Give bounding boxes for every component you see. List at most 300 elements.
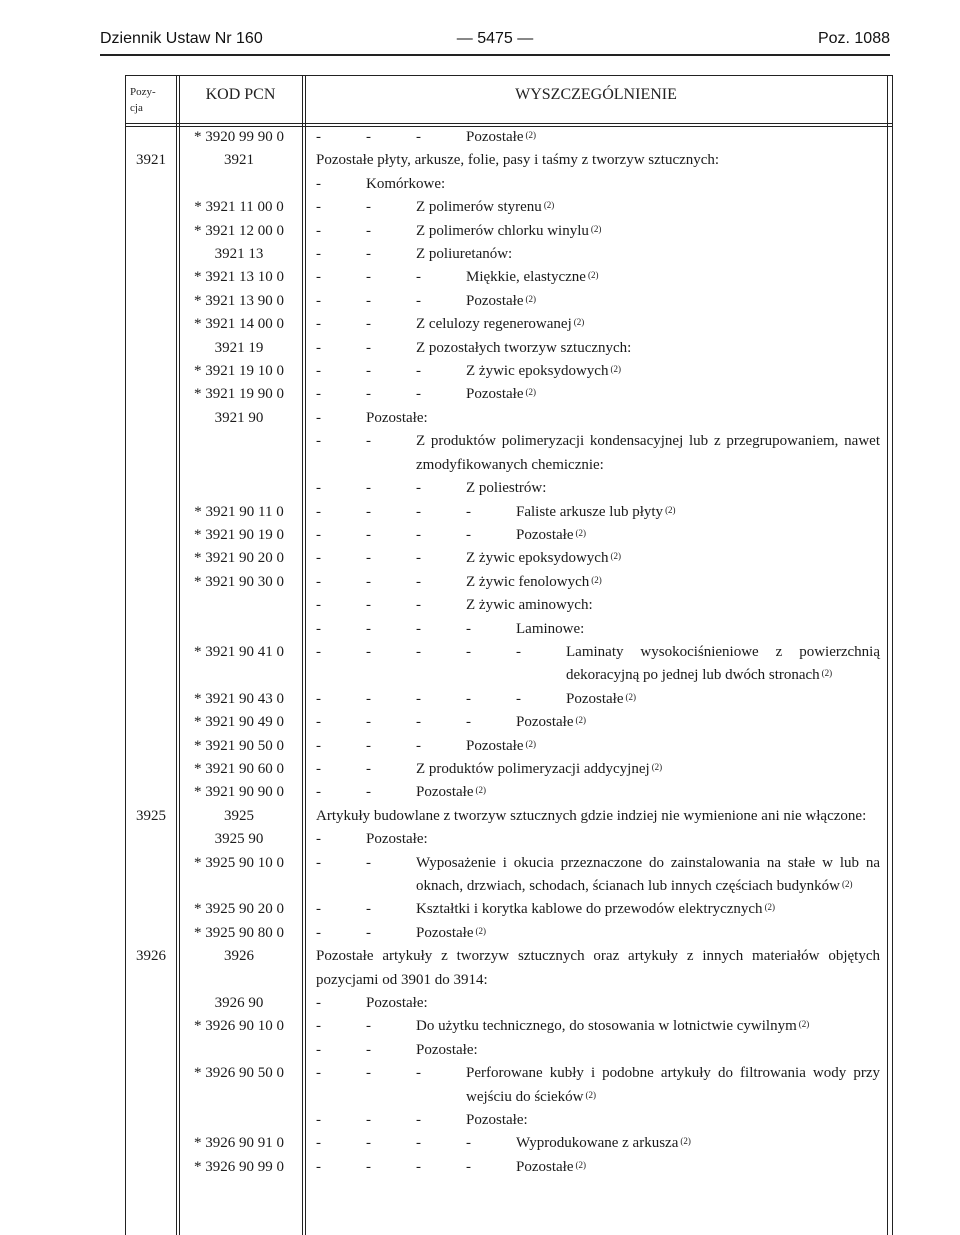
table-row: [126, 992, 892, 1015]
description-text: [466, 547, 880, 570]
dash-mark: -: [366, 433, 371, 450]
description-cell: [302, 243, 892, 266]
dash-mark: -: [366, 129, 371, 145]
dash-mark: -: [316, 854, 321, 871]
dash-mark: -: [416, 737, 421, 754]
description-text: [566, 641, 880, 688]
footnote-ref: (2): [575, 1159, 586, 1170]
description-label: Pozostałe: [516, 714, 574, 731]
description-text: [516, 618, 880, 641]
position-cell: [126, 1109, 176, 1132]
indent-dashes: [316, 1132, 516, 1155]
description-text: [516, 711, 880, 734]
indent-dashes: [316, 501, 516, 524]
position-cell: [126, 922, 176, 945]
code-cell: * 3921 14 00 0: [194, 316, 284, 333]
dash-mark: -: [316, 316, 321, 333]
dash-mark: -: [366, 222, 371, 239]
footnote-ref: (2): [764, 902, 776, 913]
dash-mark: -: [366, 714, 371, 731]
indent-dashes: [316, 571, 466, 594]
code-cell: * 3925 90 80 0: [194, 924, 284, 941]
tariff-table: [125, 75, 893, 1235]
footnote-ref: (2): [525, 738, 536, 749]
description-cell: [302, 758, 892, 781]
description-label: Z pozostałych tworzyw sztucznych:: [416, 339, 632, 356]
table-row: [126, 290, 892, 313]
indent-dashes: [316, 711, 516, 734]
description-cell: [302, 149, 892, 172]
dash-mark: -: [366, 1135, 371, 1152]
indent-dashes: [316, 735, 466, 758]
dash-mark: -: [316, 784, 321, 801]
dash-mark: -: [416, 292, 421, 309]
description-cell: [302, 781, 892, 804]
code-cell: * 3921 90 41 0: [194, 643, 284, 660]
description-label: Z żywic epoksydowych: [466, 550, 609, 567]
code-cell: * 3926 90 10 0: [194, 1018, 284, 1035]
position-cell: [126, 126, 176, 149]
dash-mark: -: [416, 1065, 421, 1082]
table-row: [126, 1039, 892, 1062]
dash-mark: -: [316, 222, 321, 239]
table-row: [126, 243, 892, 266]
description-label: Pozostałe: [466, 292, 524, 309]
description-label: Kształtki i korytka kablowe do przewodów elektrycznych: [416, 901, 763, 918]
dash-mark: -: [366, 690, 371, 707]
position-cell: [126, 618, 176, 641]
dash-mark: -: [416, 643, 421, 660]
position-cell: [126, 992, 176, 1015]
dash-mark: -: [366, 316, 371, 333]
dash-mark: -: [416, 480, 421, 497]
indent-dashes: [316, 477, 466, 500]
code-cell: * 3921 90 11 0: [194, 503, 284, 520]
code-cell: * 3921 13 10 0: [194, 269, 284, 286]
dash-mark: -: [466, 526, 471, 543]
code-cell: [176, 477, 302, 500]
indent-dashes: [316, 290, 466, 313]
footnote-ref: (2): [610, 364, 621, 375]
indent-dashes: [316, 688, 566, 711]
position-cell: [126, 571, 176, 594]
code-cell: * 3921 90 90 0: [194, 784, 284, 801]
dash-mark: -: [366, 199, 371, 216]
description-text: [316, 149, 880, 172]
table-row: [126, 547, 892, 570]
dash-mark: -: [316, 386, 321, 403]
position-cell: [126, 196, 176, 219]
indent-dashes: [316, 173, 366, 196]
code-cell: * 3921 90 43 0: [194, 690, 284, 707]
dash-mark: -: [366, 737, 371, 754]
dash-mark: -: [316, 1135, 321, 1152]
dash-mark: -: [366, 503, 371, 520]
position-cell: [126, 547, 176, 570]
position-cell: [126, 1039, 176, 1062]
code-cell: * 3921 90 60 0: [194, 760, 284, 777]
description-text: [466, 266, 880, 289]
table-row: [126, 360, 892, 383]
position-cell: [126, 735, 176, 758]
description-text: [416, 430, 880, 477]
indent-dashes: [316, 852, 416, 899]
footnote-ref: (2): [625, 691, 636, 702]
dash-mark: -: [466, 1135, 471, 1152]
table-row: [126, 196, 892, 219]
footnote-ref: (2): [525, 387, 536, 398]
table-row: [126, 805, 892, 828]
footnote-ref: (2): [573, 317, 585, 328]
footnote-ref: (2): [475, 925, 486, 936]
description-text: [466, 1109, 880, 1132]
code-cell: 3925: [224, 807, 254, 824]
code-cell: * 3925 90 20 0: [194, 901, 284, 918]
table-row: [126, 1109, 892, 1132]
dash-mark: -: [316, 269, 321, 286]
dash-mark: -: [416, 526, 421, 543]
dash-mark: -: [366, 339, 371, 356]
table-row: [126, 383, 892, 406]
description-label: Pozostałe:: [466, 1112, 528, 1129]
dash-mark: -: [316, 129, 321, 145]
description-text: [316, 945, 880, 992]
dash-mark: -: [316, 1065, 321, 1082]
dash-mark: -: [316, 526, 321, 543]
description-text: [516, 501, 880, 524]
description-text: [366, 828, 880, 851]
footnote-ref: (2): [798, 1019, 810, 1030]
footnote-ref: (2): [680, 1136, 691, 1147]
dash-mark: -: [316, 1018, 321, 1035]
description-cell: [302, 898, 892, 921]
code-cell: * 3921 90 19 0: [194, 526, 284, 543]
description-label: Pozostałe:: [366, 831, 428, 848]
indent-dashes: [316, 196, 416, 219]
description-cell: [302, 407, 892, 430]
dash-mark: -: [316, 339, 321, 356]
header-wyszczegolnienie: WYSZCZEGÓLNIENIE: [515, 86, 677, 103]
header-rule: [100, 54, 890, 56]
description-label: Pozostałe: [566, 690, 624, 707]
description-label: Do użytku technicznego, do stosowania w lotnictwie cywilnym: [416, 1018, 797, 1035]
footnote-ref: (2): [591, 574, 602, 585]
description-cell: [302, 360, 892, 383]
indent-dashes: [316, 641, 566, 688]
dash-mark: -: [316, 737, 321, 754]
table-row: [126, 501, 892, 524]
code-cell: * 3921 90 49 0: [194, 714, 284, 731]
table-row: [126, 337, 892, 360]
dash-mark: -: [316, 901, 321, 918]
dash-mark: -: [316, 620, 321, 637]
position-cell: [126, 360, 176, 383]
table-row: [126, 618, 892, 641]
header-kod-pcn: KOD PCN: [205, 86, 276, 103]
dash-mark: -: [316, 760, 321, 777]
dash-mark: -: [366, 1018, 371, 1035]
description-label: Z poliuretanów:: [416, 246, 513, 263]
dash-mark: -: [366, 643, 371, 660]
table-row: [126, 1132, 892, 1155]
dash-mark: -: [316, 643, 321, 660]
description-label: Pozostałe: [516, 1158, 574, 1175]
description-cell: [302, 688, 892, 711]
page-number: — 5475 —: [456, 30, 534, 47]
description-cell: [302, 290, 892, 313]
position-cell: [126, 266, 176, 289]
description-label: Z produktów polimeryzacji addycyjnej: [416, 760, 650, 777]
position-cell: [126, 1015, 176, 1038]
position-cell: [126, 688, 176, 711]
position-cell: [126, 407, 176, 430]
footnote-ref: (2): [585, 1089, 596, 1100]
dash-mark: -: [316, 1158, 321, 1175]
indent-dashes: [316, 1156, 516, 1179]
footnote-ref: (2): [610, 551, 621, 562]
table-row: [126, 220, 892, 243]
description-cell: [302, 524, 892, 547]
dash-mark: -: [416, 1158, 421, 1175]
description-cell: [302, 945, 892, 992]
description-cell: [302, 430, 892, 477]
dash-mark: -: [316, 480, 321, 497]
dash-mark: -: [366, 526, 371, 543]
dash-mark: -: [366, 246, 371, 263]
table-row: [126, 477, 892, 500]
dash-mark: -: [316, 597, 321, 614]
dash-mark: -: [316, 690, 321, 707]
description-text: [366, 992, 880, 1015]
position-cell: [126, 337, 176, 360]
footnote-ref: (2): [475, 785, 486, 796]
code-cell: 3921: [224, 152, 254, 169]
description-label: Pozostałe: [466, 129, 524, 145]
description-cell: [302, 196, 892, 219]
code-cell: * 3921 90 30 0: [194, 573, 284, 590]
position-cell: [126, 501, 176, 524]
description-text: [416, 898, 880, 921]
position-cell: [126, 524, 176, 547]
table-row: [126, 945, 892, 992]
description-text: [466, 571, 880, 594]
description-label: Pozostałe: [416, 924, 474, 941]
description-text: [366, 407, 880, 430]
description-label: Pozostałe artykuły z tworzyw sztucznych oraz artykuły z innych materiałów objętych pozycjami od 3901 do 3914:: [316, 948, 880, 988]
dash-mark: -: [366, 901, 371, 918]
description-label: Z żywic aminowych:: [466, 597, 593, 614]
dash-mark: -: [366, 924, 371, 941]
dash-mark: -: [366, 784, 371, 801]
dash-mark: -: [416, 1112, 421, 1129]
dash-mark: -: [316, 409, 321, 426]
table-row: [126, 430, 892, 477]
indent-dashes: [316, 1015, 416, 1038]
dash-mark: -: [416, 550, 421, 567]
footnote-ref: (2): [587, 270, 599, 281]
footnote-ref: (2): [575, 527, 586, 538]
description-text: [416, 196, 880, 219]
description-label: Miękkie, elastyczne: [466, 269, 586, 286]
code-cell: [176, 618, 302, 641]
description-cell: [302, 1062, 892, 1109]
table-row: [126, 828, 892, 851]
dash-mark: -: [316, 831, 321, 848]
position-cell: [126, 1062, 176, 1109]
position-cell: [126, 594, 176, 617]
description-cell: [302, 1132, 892, 1155]
description-label: Z żywic fenolowych: [466, 573, 590, 590]
indent-dashes: [316, 1039, 416, 1062]
description-text: [466, 735, 880, 758]
dash-mark: -: [416, 129, 421, 145]
footnote-ref: (2): [525, 130, 536, 140]
description-label: Z produktów polimeryzacji kondensacyjnej lub z przegrupowaniem, nawet zmodyfikowanych chemicznie:: [416, 433, 880, 473]
dash-mark: -: [366, 597, 371, 614]
dash-mark: -: [416, 269, 421, 286]
dash-mark: -: [416, 1135, 421, 1152]
table-row: [126, 149, 892, 172]
table-row: [126, 266, 892, 289]
description-cell: [302, 852, 892, 899]
dash-mark: -: [416, 386, 421, 403]
position-cell: 3921: [136, 152, 166, 169]
description-cell: [302, 618, 892, 641]
position-cell: [126, 220, 176, 243]
position-cell: [126, 711, 176, 734]
description-text: [466, 383, 880, 406]
code-cell: * 3925 90 10 0: [194, 854, 284, 871]
description-text: [466, 290, 880, 313]
description-text: [416, 243, 880, 266]
description-text: [416, 922, 880, 945]
position-cell: [126, 430, 176, 477]
indent-dashes: [316, 594, 466, 617]
description-label: Z polimerów styrenu: [416, 199, 542, 216]
description-label: Pozostałe:: [416, 1041, 478, 1058]
dash-mark: -: [366, 1041, 371, 1058]
description-text: [466, 594, 880, 617]
table-row: [126, 922, 892, 945]
dash-mark: -: [316, 1041, 321, 1058]
position-cell: [126, 383, 176, 406]
dash-mark: -: [366, 269, 371, 286]
dash-mark: -: [316, 292, 321, 309]
dash-mark: -: [416, 597, 421, 614]
description-text: [516, 524, 880, 547]
description-text: [516, 1156, 880, 1179]
description-cell: [302, 477, 892, 500]
table-row: [126, 173, 892, 196]
indent-dashes: [316, 243, 416, 266]
code-cell: 3921 19: [214, 339, 264, 356]
indent-dashes: [316, 524, 516, 547]
indent-dashes: [316, 992, 366, 1015]
table-row: [126, 711, 892, 734]
description-label: Faliste arkusze lub płyty: [516, 503, 664, 520]
dash-mark: -: [366, 1065, 371, 1082]
code-cell: * 3921 19 10 0: [194, 363, 284, 380]
table-row: [126, 524, 892, 547]
position-cell: [126, 477, 176, 500]
code-cell: * 3921 12 00 0: [194, 222, 284, 239]
indent-dashes: [316, 266, 466, 289]
description-cell: [302, 501, 892, 524]
dash-mark: -: [316, 246, 321, 263]
dash-mark: -: [366, 620, 371, 637]
description-cell: [302, 1109, 892, 1132]
code-cell: 3926 90: [214, 995, 264, 1012]
dash-mark: -: [466, 503, 471, 520]
description-label: Pozostałe:: [366, 995, 428, 1012]
description-label: Laminaty wysokociśnieniowe z powierzchnią dekoracyjną po jednej lub dwóch stronach: [566, 643, 880, 684]
dash-mark: -: [516, 690, 521, 707]
indent-dashes: [316, 1062, 466, 1109]
dash-mark: -: [416, 573, 421, 590]
indent-dashes: [316, 898, 416, 921]
table-row: [126, 1156, 892, 1179]
dash-mark: -: [316, 363, 321, 380]
dash-mark: -: [316, 924, 321, 941]
description-cell: [302, 1156, 892, 1179]
code-cell: * 3921 90 50 0: [194, 737, 284, 754]
description-label: Pozostałe: [466, 386, 524, 403]
footnote-ref: (2): [590, 223, 602, 234]
dash-mark: -: [366, 1112, 371, 1129]
table-body: [126, 126, 892, 1179]
description-text: [466, 477, 880, 500]
description-cell: [302, 220, 892, 243]
position-cell: [126, 781, 176, 804]
position-cell: [126, 290, 176, 313]
position-cell: 3926: [136, 948, 166, 965]
description-text: [416, 781, 880, 804]
description-text: [416, 337, 880, 360]
position-cell: [126, 1132, 176, 1155]
description-cell: [302, 641, 892, 688]
dash-mark: -: [316, 175, 321, 192]
dash-mark: -: [366, 760, 371, 777]
description-label: Pozostałe płyty, arkusze, folie, pasy i taśmy z tworzyw sztucznych:: [316, 152, 720, 169]
dash-mark: -: [416, 503, 421, 520]
indent-dashes: [316, 828, 366, 851]
dash-mark: -: [416, 690, 421, 707]
description-label: Pozostałe: [466, 737, 524, 754]
description-cell: [302, 266, 892, 289]
position-cell: [126, 173, 176, 196]
description-label: Z żywic epoksydowych: [466, 363, 609, 380]
indent-dashes: [316, 758, 416, 781]
code-cell: * 3921 90 20 0: [194, 550, 284, 567]
table-row: [126, 688, 892, 711]
footnote-ref: (2): [651, 761, 663, 772]
description-text: [366, 173, 880, 196]
dash-mark: -: [416, 363, 421, 380]
footnote-ref: (2): [842, 879, 853, 889]
description-cell: [302, 992, 892, 1015]
code-cell: * 3926 90 99 0: [194, 1158, 284, 1175]
dash-mark: -: [366, 573, 371, 590]
description-cell: [302, 805, 892, 828]
description-text: [416, 220, 880, 243]
description-label: Z celulozy regenerowanej: [416, 316, 572, 333]
indent-dashes: [316, 430, 416, 477]
code-cell: 3921 90: [214, 409, 264, 426]
description-label: Pozostałe:: [366, 409, 428, 426]
footnote-ref: (2): [821, 668, 833, 679]
table-row: [126, 407, 892, 430]
description-text: [466, 1062, 880, 1109]
